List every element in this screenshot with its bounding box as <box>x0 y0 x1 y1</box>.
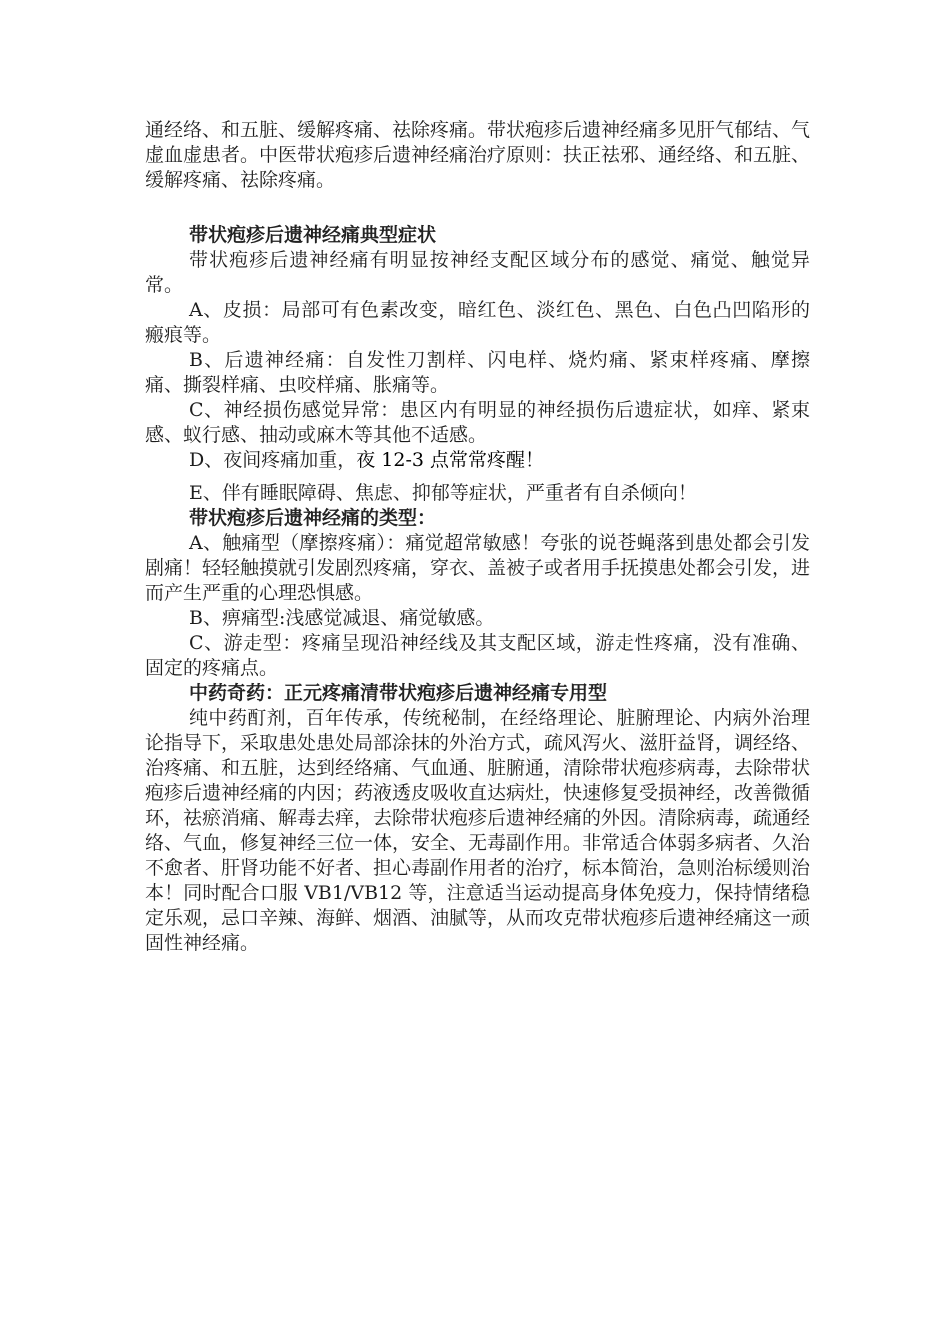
intro-paragraph: 通经络、和五脏、缓解疼痛、祛除疼痛。带状疱疹后遗神经痛多见肝气郁结、气虚血虚患者。中医带状疱疹后遗神经痛治疗原则：扶正祛邪、通经络、和五脏、缓解疼痛、祛除疼痛。 <box>145 119 811 191</box>
symptom-item-d-text: D、夜间疼痛加重， <box>189 449 357 471</box>
symptom-item-e: E、伴有睡眠障碍、焦虑、抑郁等症状，严重者有自杀倾向！ <box>189 482 697 504</box>
remedy-heading: 中药奇药：正元疼痛清带状疱疹后遗神经痛专用型 <box>189 682 608 704</box>
spacer <box>145 473 810 481</box>
symptom-item-d-emphasis: 夜 12-3 点常常疼醒！ <box>356 449 544 471</box>
symptom-item-d <box>145 448 810 473</box>
remedy-body: 纯中药酊剂，百年传承，传统秘制，在经络理论、脏腑理论、内病外治理论指导下，采取患处患处局部涂抹的外治方式，疏风泻火、滋肝益肾，调经络、治疼痛、和五脏，达到经络痛、气血通、脏腑通，清除带状疱疹病毒，去除带状疱疹后遗神经痛的内因；药液透皮吸收直达病灶，快速修复受损神经，改善微循环，祛瘀消痛、解毒去痒，去除带状疱疹后遗神经痛的外因。清除病毒，疏通经络、气血，修复神经三位一体，安全、无毒副作用。非常适合体弱多病者、久治不愈者、肝肾功能不好者、担心毒副作用者的治疗，标本简治，急则治标缓则治本！同时配合口服 VB1/VB12 等，注意适当运动提高身体免疫力，保持情绪稳定乐观，忌口辛辣、海鲜、烟酒、油腻等，从而攻克带状疱疹后遗神经痛这一顽固性神经痛。 <box>145 707 811 954</box>
symptoms-lead: 带状疱疹后遗神经痛有明显按神经支配区域分布的感觉、痛觉、触觉异常。 <box>145 249 810 296</box>
document-page <box>145 118 810 956</box>
symptom-item-c: C、神经损伤感觉异常：患区内有明显的神经损伤后遗症状，如痒、紧束感、蚁行感、抽动或麻木等其他不适感。 <box>145 399 810 446</box>
type-item-a: A、触痛型（摩擦疼痛）：痛觉超常敏感！夸张的说苍蝇落到患处都会引发剧痛！轻轻触摸就引发剧烈疼痛，穿衣、盖被子或者用手抚摸患处都会引发，进而产生严重的心理恐惧感。 <box>145 532 811 604</box>
spacer <box>145 193 810 223</box>
type-item-b: B、痹痛型:浅感觉减退、痛觉敏感。 <box>189 607 495 629</box>
symptoms-heading: 带状疱疹后遗神经痛典型症状 <box>189 224 437 246</box>
types-heading: 带状疱疹后遗神经痛的类型： <box>189 507 437 529</box>
symptom-item-b: B、后遗神经痛：自发性刀割样、闪电样、烧灼痛、紧束样疼痛、摩擦痛、撕裂样痛、虫咬样痛、胀痛等。 <box>145 349 810 396</box>
symptom-item-a: A、皮损：局部可有色素改变，暗红色、淡红色、黑色、白色凸凹陷形的瘢痕等。 <box>145 299 810 346</box>
type-item-c: C、游走型：疼痛呈现沿神经线及其支配区域，游走性疼痛，没有准确、固定的疼痛点。 <box>145 632 810 679</box>
